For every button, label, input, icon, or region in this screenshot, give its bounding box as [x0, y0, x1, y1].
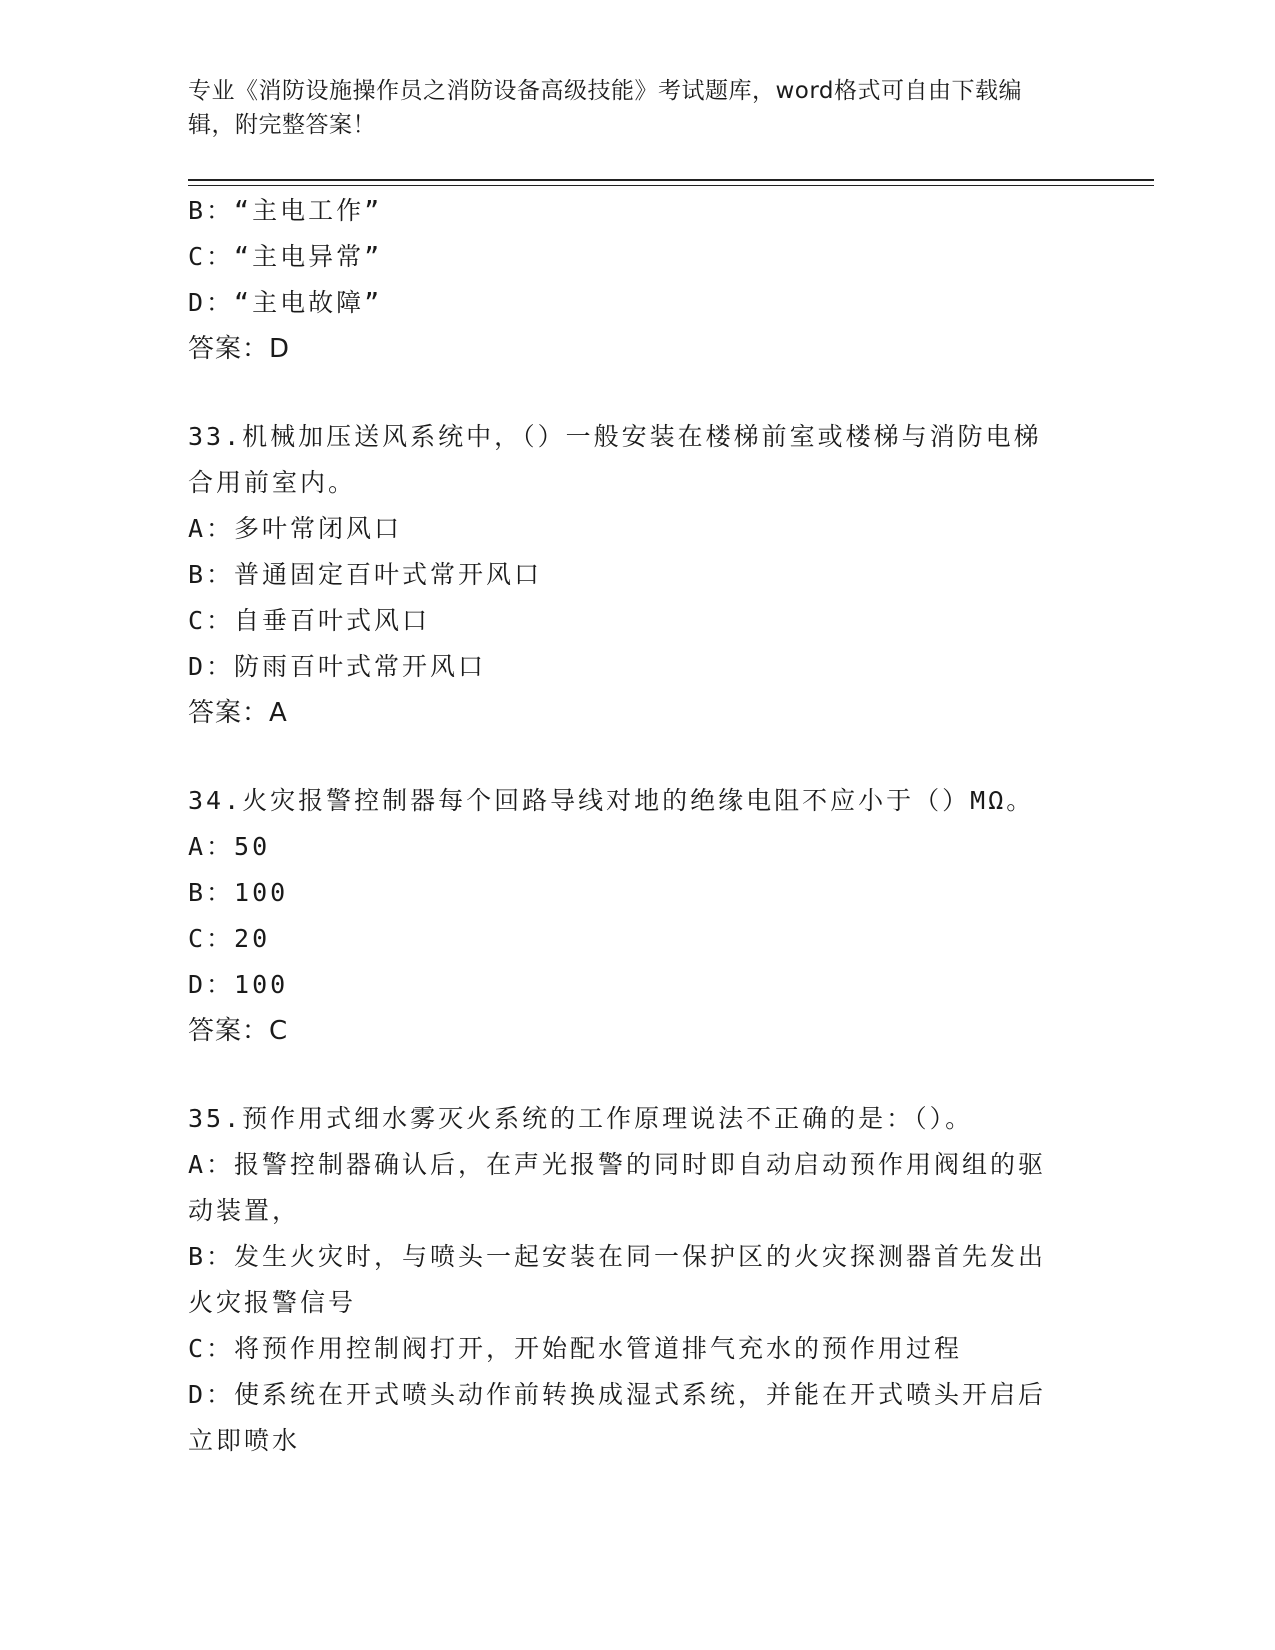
header-rule-thin	[188, 185, 1154, 186]
option-d-cont: 立即喷水	[188, 1426, 301, 1455]
answer: 答案：D	[188, 334, 291, 364]
question-stem: 33.机械加压送风系统中，（）一般安装在楼梯前室或楼梯与消防电梯	[188, 422, 1042, 451]
option-b: B：100	[188, 878, 289, 907]
question-content	[188, 188, 1088, 1464]
header-line-1: 专业《消防设施操作员之消防设备高级技能》考试题库，word格式可自由下载编	[188, 78, 1023, 104]
question-stem: 35.预作用式细水雾灭火系统的工作原理说法不正确的是：（）。	[188, 1104, 974, 1133]
header-line-2: 辑，附完整答案！	[188, 112, 376, 138]
option-b: B：“主电工作”	[188, 196, 383, 225]
option-a-cont: 动装置，	[188, 1196, 301, 1225]
question-stem: 34.火灾报警控制器每个回路导线对地的绝缘电阻不应小于（）MΩ。	[188, 786, 1035, 815]
question-34	[188, 778, 1088, 1054]
question-stem-cont: 合用前室内。	[188, 468, 357, 497]
option-d: D：100	[188, 970, 289, 999]
option-b-cont: 火灾报警信号	[188, 1288, 357, 1317]
option-b: B：普通固定百叶式常开风口	[188, 560, 543, 589]
option-d: D：防雨百叶式常开风口	[188, 652, 487, 681]
option-b: B：发生火灾时，与喷头一起安装在同一保护区的火灾探测器首先发出	[188, 1242, 1047, 1271]
option-a: A：多叶常闭风口	[188, 514, 403, 543]
option-c: C：20	[188, 924, 271, 953]
option-a: A：50	[188, 832, 271, 861]
option-c: C：“主电异常”	[188, 242, 383, 271]
option-c: C：将预作用控制阀打开，开始配水管道排气充水的预作用过程	[188, 1334, 963, 1363]
question-35	[188, 1096, 1088, 1464]
answer: 答案：A	[188, 698, 288, 728]
page-header	[188, 74, 1088, 142]
option-d: D：使系统在开式喷头动作前转换成湿式系统，并能在开式喷头开启后	[188, 1380, 1047, 1409]
option-a: A：报警控制器确认后，在声光报警的同时即自动启动预作用阀组的驱	[188, 1150, 1047, 1179]
question-33	[188, 414, 1088, 736]
option-d: D：“主电故障”	[188, 288, 383, 317]
option-c: C：自垂百叶式风口	[188, 606, 431, 635]
header-rule-thick	[188, 179, 1154, 181]
prev-question	[188, 188, 1088, 372]
answer: 答案：C	[188, 1016, 289, 1046]
